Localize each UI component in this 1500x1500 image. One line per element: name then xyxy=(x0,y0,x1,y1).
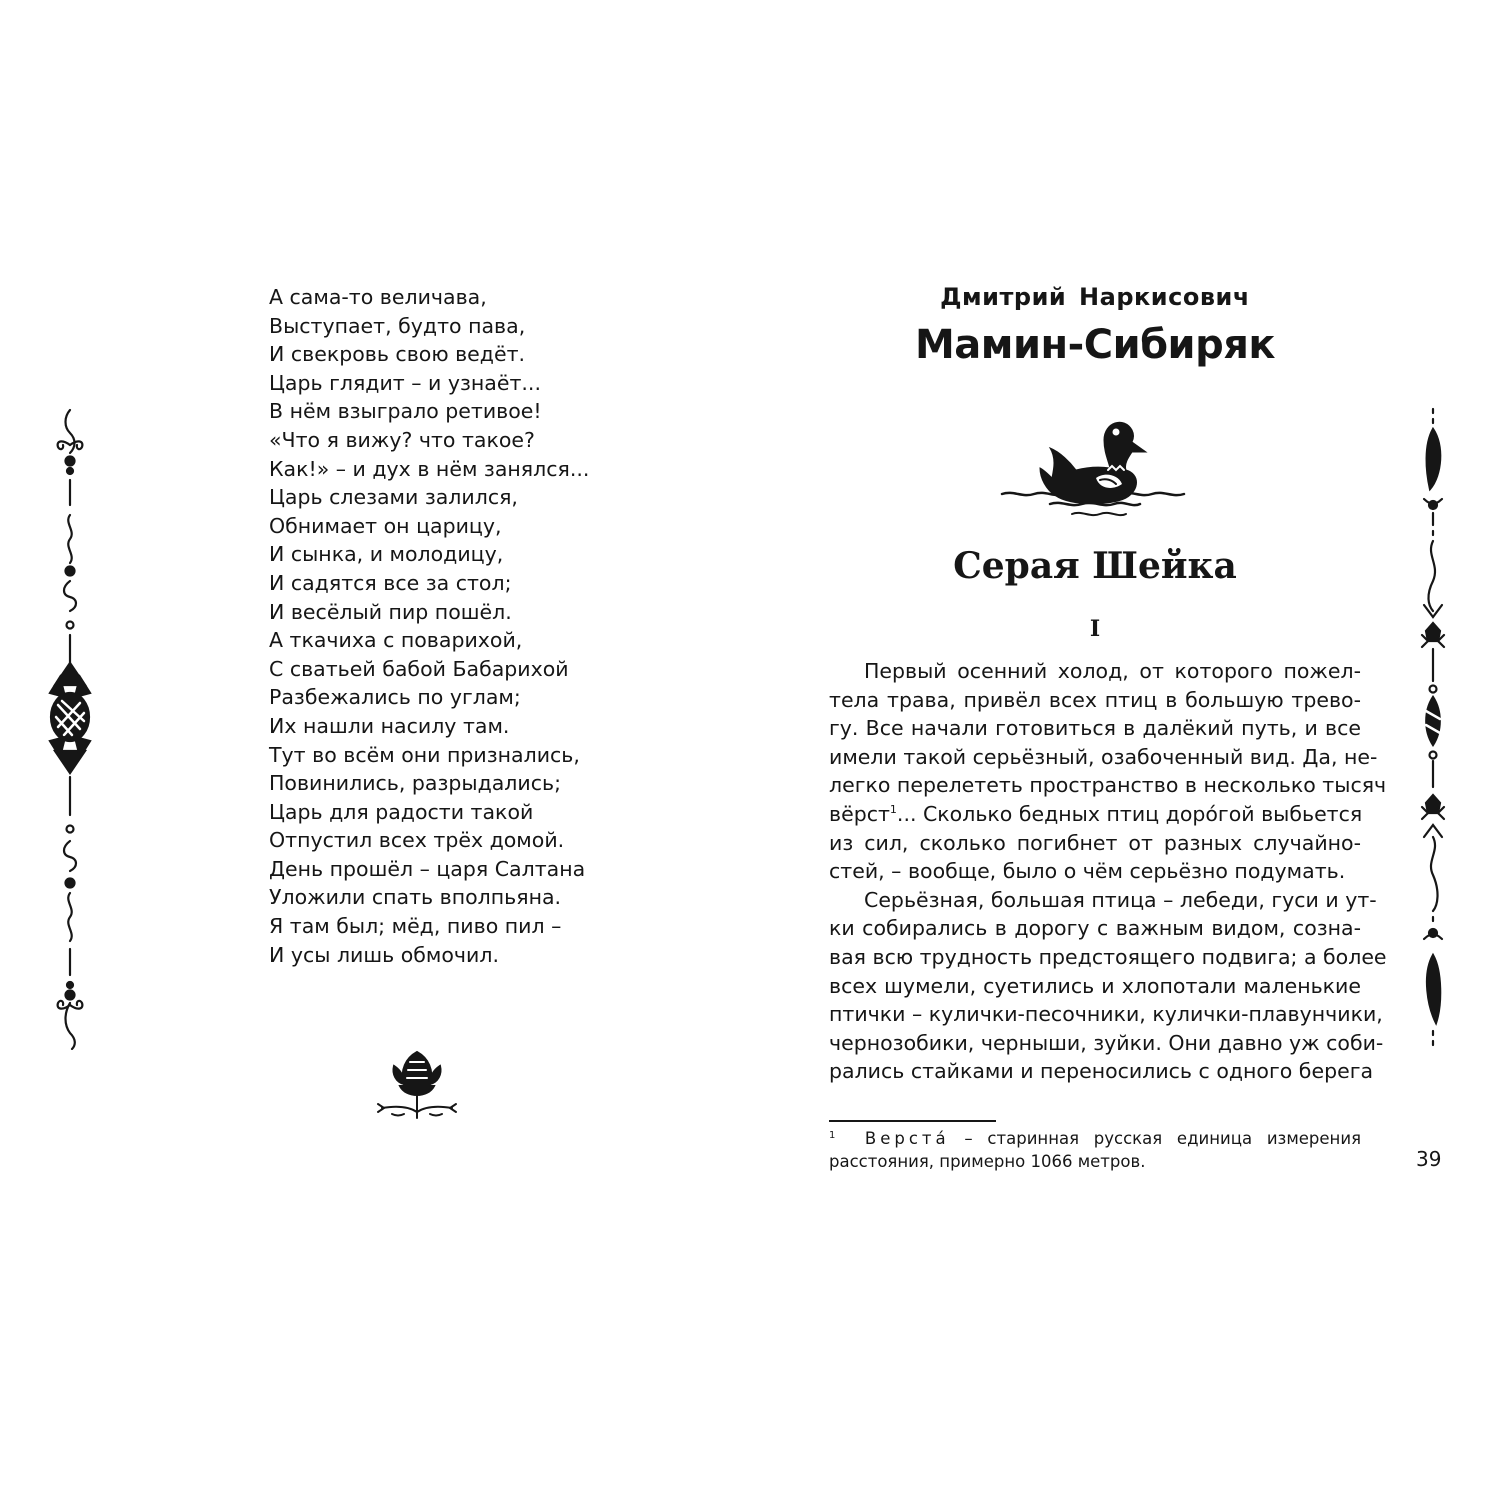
poem-line: Выступает, будто пава, xyxy=(269,313,526,338)
poem-line: Царь слезами залился, xyxy=(269,485,518,510)
text-line: птички – кулички-песочники, кулички-плавунчики, xyxy=(829,1002,1383,1027)
page-number: 39 xyxy=(1416,1147,1442,1171)
text-line: имели такой серьёзный, озабоченный вид. Да, не- xyxy=(829,744,1378,769)
flower-ornament-icon xyxy=(374,1048,460,1122)
poem-line: В нём взыграло ретивое! xyxy=(269,399,542,424)
poem-line: А ткачиха с поварихой, xyxy=(269,628,523,653)
text-line: легко перелететь пространство в несколько тысяч xyxy=(829,773,1387,798)
poem-block xyxy=(269,283,609,969)
poem-line: Уложили спать вполпьяна. xyxy=(269,885,562,910)
footnote-text: – старинная русская единица измерения xyxy=(949,1129,1361,1148)
poem-line: День прошёл – царя Салтана xyxy=(269,856,586,881)
author-last-name: Мамин-Сибиряк xyxy=(914,322,1276,368)
text-fragment: ... Сколько бедных птиц доро́гой выбьется xyxy=(896,801,1363,826)
poem-line: С сватьей бабой Бабарихой xyxy=(269,656,569,681)
footnote-line xyxy=(829,1127,1361,1150)
text-line: из сил, сколько погибнет от разных случайно- xyxy=(829,830,1361,855)
text-line: вая всю трудность предстоящего подвига; а более xyxy=(829,944,1387,969)
poem-line: Обнимает он царицу, xyxy=(269,513,502,538)
poem-line: Отпустил всех трёх домой. xyxy=(269,828,565,853)
footnote-number: 1 xyxy=(829,1130,836,1141)
poem-line: Царь для радости такой xyxy=(269,799,534,824)
footnote-mark[interactable]: 1 xyxy=(889,803,897,817)
poem-line: Тут во всём они признались, xyxy=(269,742,580,767)
footnote xyxy=(829,1127,1361,1173)
story-text xyxy=(829,657,1387,1086)
poem-line: Их нашли насилу там. xyxy=(269,713,510,738)
text-line: гу. Все начали готовиться в далёкий путь, и все xyxy=(829,716,1361,741)
poem-line: «Что я вижу? что такое? xyxy=(269,427,535,452)
text-line: Серьёзная, большая птица – лебеди, гуси и ут- xyxy=(864,887,1377,912)
poem-line: И свекровь свою ведёт. xyxy=(269,342,526,367)
story-title: Серая Шейка xyxy=(953,545,1237,587)
text-line: чернозобики, черныши, зуйки. Они давно уж соби- xyxy=(829,1030,1384,1055)
right-border-ornament-icon xyxy=(1410,405,1456,1050)
poem-line: А сама-то величава, xyxy=(269,285,487,309)
left-border-ornament-icon xyxy=(40,405,100,1050)
poem-line: Царь глядит – и узнаёт... xyxy=(269,370,541,395)
text-line: тела трава, привёл всех птиц в большую трево- xyxy=(829,687,1361,712)
poem-line: Я там был; мёд, пиво пил – xyxy=(269,914,562,939)
poem-line: И садятся все за стол; xyxy=(269,570,512,595)
duck-icon xyxy=(1000,412,1186,518)
text-line: всех шумели, суетились и хлопотали маленькие xyxy=(829,973,1361,998)
footnote-line: расстояния, примерно 1066 метров. xyxy=(829,1152,1146,1171)
text-line: ки собирались в дорогу с важным видом, созна- xyxy=(829,916,1361,941)
poem-line: И усы лишь обмочил. xyxy=(269,942,499,967)
poem-line: Повинились, разрыдались; xyxy=(269,771,561,796)
text-line: рались стайками и переносились с одного берега xyxy=(829,1059,1374,1084)
poem-line: И сынка, и молодицу, xyxy=(269,542,504,567)
poem-line: И весёлый пир пошёл. xyxy=(269,599,512,624)
poem-line: Разбежались по углам; xyxy=(269,685,521,710)
poem-line: Как!» – и дух в нём занялся... xyxy=(269,456,590,481)
author-first-name: Дмитрий Наркисович xyxy=(940,283,1250,311)
text-line: стей, – вообще, было о чём серьёзно подумать. xyxy=(829,859,1346,884)
text-line xyxy=(829,800,1361,829)
text-line: Первый осенний холод, от которого пожел- xyxy=(864,659,1361,683)
footnote-term: Верста́ xyxy=(864,1129,950,1148)
footnote-divider xyxy=(829,1120,996,1122)
chapter-number: I xyxy=(1089,616,1101,642)
text-fragment: вёрст xyxy=(829,801,890,826)
